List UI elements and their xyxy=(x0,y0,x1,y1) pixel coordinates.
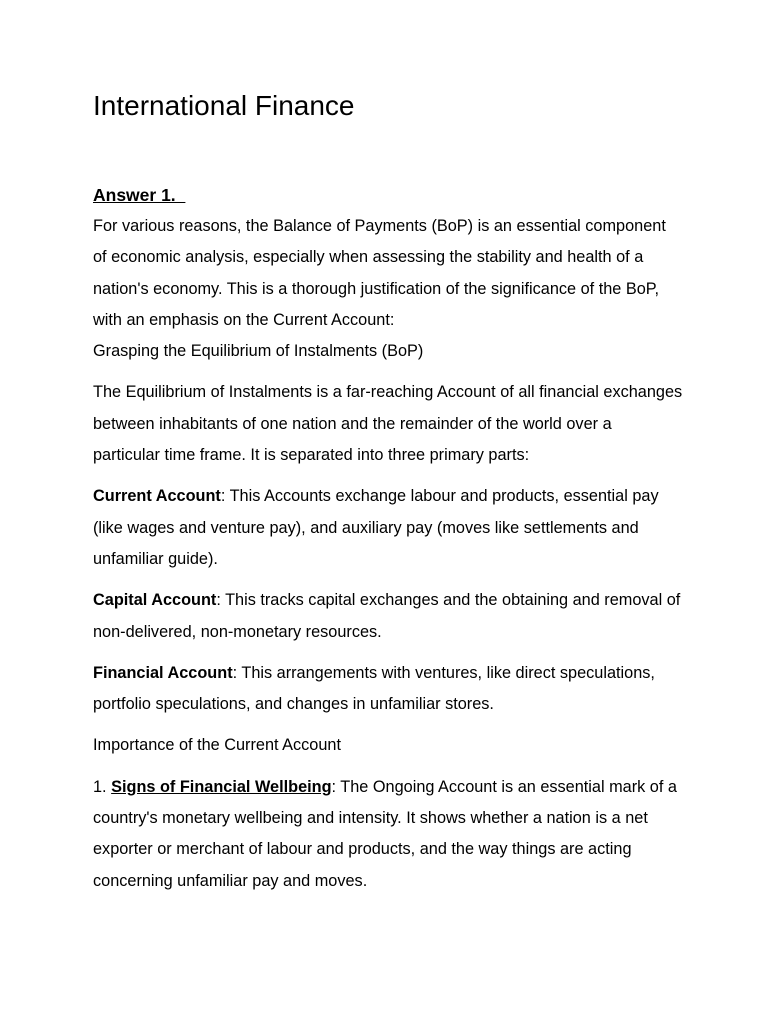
intro-paragraph: For various reasons, the Balance of Payments (BoP) is an essential component of economic analysis, especially when assessing the stability and health of a nation's economy. This is a thorough justification of the significance of the BoP, with an emphasis on the Current Account: xyxy=(93,217,666,329)
current-account-text: : This Accounts exchange labour and products, essential pay (like wages and venture pay), and auxiliary pay (moves like settlements and unfamiliar guide). xyxy=(93,487,659,568)
financial-account-paragraph xyxy=(93,658,683,721)
financial-account-text: : This arrangements with ventures, like direct speculations, portfolio speculations, and changes in unfamiliar stores. xyxy=(93,663,655,714)
capital-account-text: : This tracks capital exchanges and the obtaining and removal of non-delivered, non-monetary resources. xyxy=(93,591,681,641)
capital-account-paragraph xyxy=(93,585,683,648)
financial-account-term: Financial Account xyxy=(93,663,233,682)
point-1-number: 1. xyxy=(93,777,112,796)
answer-heading: Answer 1. xyxy=(93,185,186,205)
capital-account-term: Capital Account xyxy=(93,591,217,610)
document-title: International Finance xyxy=(93,90,355,121)
bop-subheading: Grasping the Equilibrium of Instalments (BoP) xyxy=(93,342,424,361)
point-1-text: : The Ongoing Account is an essential mark of a country's monetary wellbeing and intensity. It shows whether a nation is a net exporter or merchant of labour and products, and the way things are acting concerning unfamiliar pay and moves. xyxy=(93,777,677,890)
document-body xyxy=(93,180,683,897)
bop-description: The Equilibrium of Instalments is a far-reaching Account of all financial exchanges between inhabitants of one nation and the remainder of the world over a particular time frame. It is separated into three primary parts: xyxy=(93,383,683,465)
importance-subheading: Importance of the Current Account xyxy=(93,736,341,755)
current-account-paragraph xyxy=(93,481,683,575)
point-1-paragraph xyxy=(93,772,683,897)
point-1-term: Signs of Financial Wellbeing xyxy=(111,777,332,796)
current-account-term: Current Account xyxy=(93,487,221,506)
